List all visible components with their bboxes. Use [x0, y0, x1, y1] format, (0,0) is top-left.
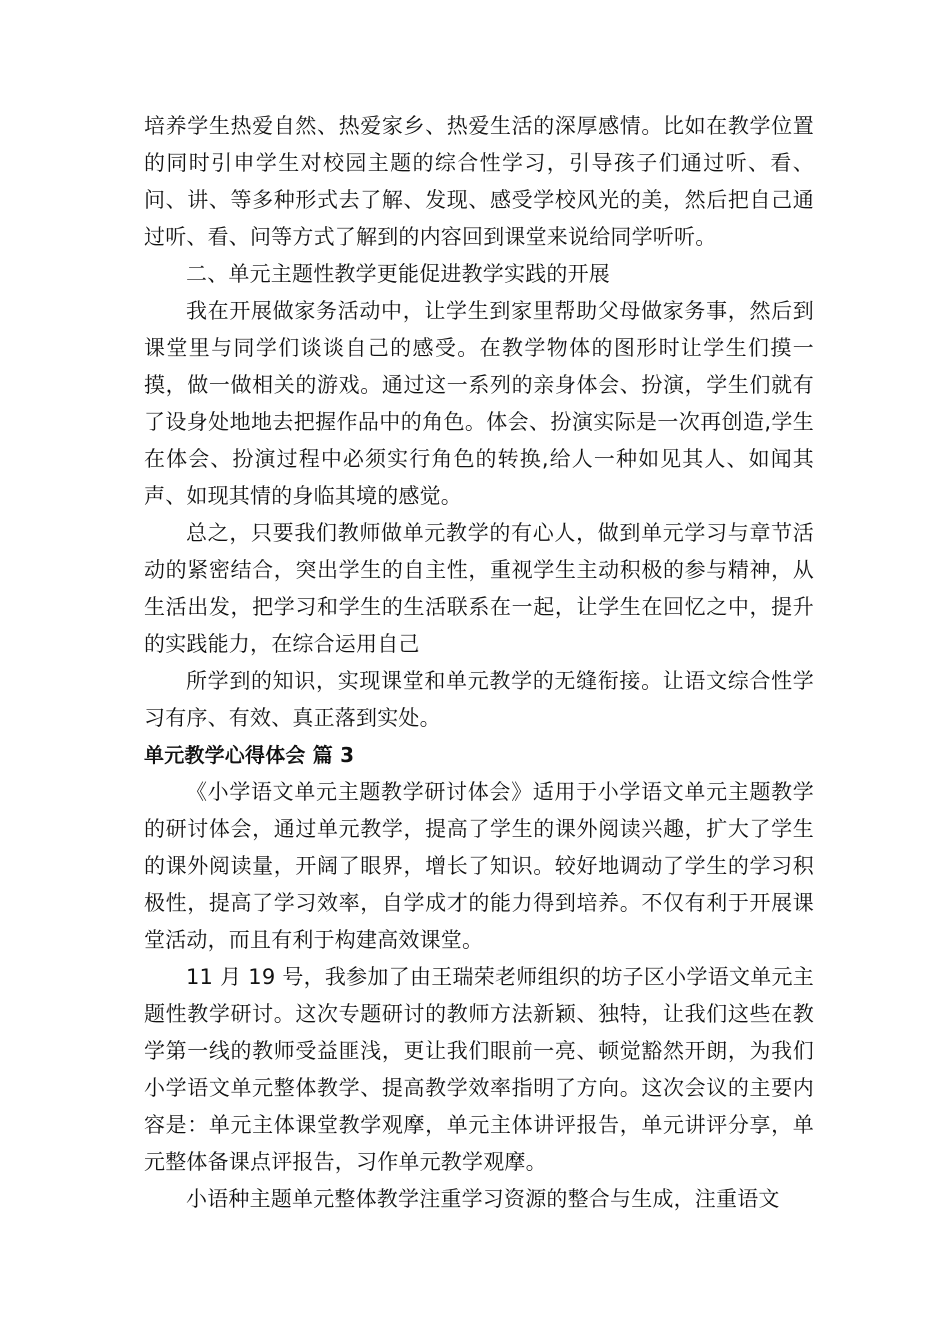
- paragraph: 总之，只要我们教师做单元教学的有心人，做到单元学习与章节活动的紧密结合，突出学生的自主性，重视学生主动积极的参与精神，从生活出发，把学习和学生的生活联系在一起，让学生在回忆之中，提升的实践能力，在综合运用自己: [144, 521, 814, 656]
- paragraph: 11 月 19 号，我参加了由王瑞荣老师组织的坊子区小学语文单元主题性教学研讨。这次专题研讨的教师方法新颖、独特，让我们这些在教学第一线的教师受益匪浅，更让我们眼前一亮、顿觉豁然开朗，为我们小学语文单元整体教学、提高教学效率指明了方向。这次会议的主要内容是：单元主体课堂教学观摩，单元主体讲评报告，单元讲评分享，单元整体备课点评报告，习作单元教学观摩。: [144, 965, 814, 1174]
- paragraph: 小语种主题单元整体教学注重学习资源的整合与生成，注重语文: [186, 1187, 780, 1211]
- paragraph: 《小学语文单元主题教学研讨体会》适用于小学语文单元主题教学的研讨体会，通过单元教学，提高了学生的课外阅读兴趣，扩大了学生的课外阅读量，开阔了眼界，增长了知识。较好地调动了学生的学习积极性，提高了学习效率，自学成才的能力得到培养。不仅有利于开展课堂活动，而且有利于构建高效课堂。: [144, 780, 814, 952]
- document-body: [144, 108, 814, 1218]
- section-subheading: 二、单元主题性教学更能促进教学实践的开展: [186, 262, 610, 286]
- paragraph: 我在开展做家务活动中，让学生到家里帮助父母做家务事，然后到课堂里与同学们谈谈自己的感受。在教学物体的图形时让学生们摸一摸，做一做相关的游戏。通过这一系列的亲身体会、扮演，学生们就有了设身处地地去把握作品中的角色。体会、扮演实际是一次再创造,学生在体会、扮演过程中必须实行角色的转换,给人一种如见其人、如闻其声、如现其情的身临其境的感觉。: [144, 299, 814, 508]
- paragraph: 所学到的知识，实现课堂和单元教学的无缝衔接。让语文综合性学习有序、有效、真正落到实处。: [144, 669, 814, 730]
- paragraph: 培养学生热爱自然、热爱家乡、热爱生活的深厚感情。比如在教学位置的同时引申学生对校园主题的综合性学习，引导孩子们通过听、看、问、讲、等多种形式去了解、发现、感受学校风光的美，然后把自己通过听、看、问等方式了解到的内容回到课堂来说给同学听听。: [144, 114, 814, 249]
- section-heading: 单元教学心得体会 篇 3: [144, 743, 355, 767]
